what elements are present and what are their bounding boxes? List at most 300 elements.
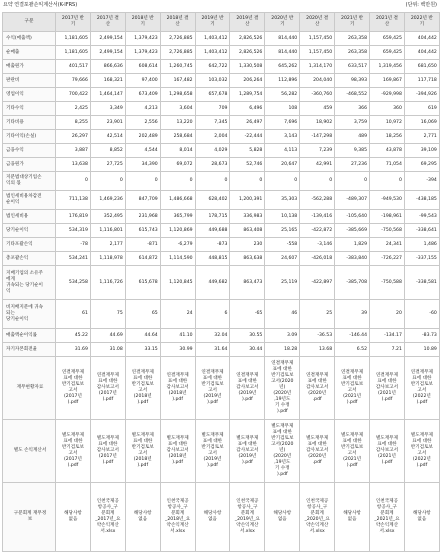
file-link[interactable]: 인천국제공 항공사_구 분회계 _2019년_요 약손익계산 서.xlsx [230, 483, 265, 552]
table-cell: 24,341 [370, 238, 405, 252]
table-cell: -422,872 [300, 224, 335, 238]
table-cell: 10,972 [370, 116, 405, 130]
table-cell: 31.08 [90, 343, 125, 357]
table-cell: 75 [90, 300, 125, 329]
table-cell: 619 [404, 102, 439, 116]
file-link[interactable]: 연결재무제 표에 대한 반기검토보 고서 (2018년 ).pdf [125, 357, 160, 420]
unit-label: (단위: 백만원) [405, 2, 437, 8]
table-cell: -385,708 [335, 266, 370, 300]
table-cell: 20 [370, 300, 405, 329]
table-cell: 56,282 [265, 88, 300, 102]
table-row [3, 172, 440, 191]
table-cell: -22,444 [230, 130, 265, 144]
table-cell: 23,901 [90, 116, 125, 130]
table-cell: 681,650 [404, 60, 439, 74]
table-row [3, 191, 440, 210]
table-cell: 336,983 [230, 210, 265, 224]
table-cell: 3,349 [90, 102, 125, 116]
table-cell: 231,968 [125, 210, 160, 224]
table-cell: 863,473 [230, 266, 265, 300]
table-row [3, 420, 440, 483]
row-label: 구분회계 재무정 보 [3, 483, 56, 552]
table-cell: 168,321 [90, 74, 125, 88]
table-row [3, 224, 440, 238]
table-cell: 34,390 [125, 158, 160, 172]
table-cell: 1,379,423 [125, 32, 160, 46]
table-cell: 1,120,845 [160, 266, 195, 300]
table-cell: 27,725 [90, 158, 125, 172]
report-title: 요약 연결포괄손익계산서(K-IFRS) [3, 2, 78, 8]
file-link[interactable]: 연결재무제 표에 대한 반기검토보 고서(2020 년) (2020년 ,19년도 기 수정 ).pdf [265, 357, 300, 420]
table-cell: -558 [265, 238, 300, 252]
table-cell: 1,181,605 [56, 46, 91, 60]
column-header: 구분 [3, 13, 56, 32]
table-cell: 847,709 [125, 191, 160, 210]
table-cell: 31.64 [195, 343, 230, 357]
table-cell: -65 [230, 300, 265, 329]
table-cell: 1,116,726 [90, 266, 125, 300]
table-cell: -562,288 [300, 191, 335, 210]
row-label: 비지배지분에 귀속 되는 당기순이익 [3, 300, 56, 329]
column-header: 2019년 결 산 [230, 13, 265, 32]
table-cell: 628,402 [195, 191, 230, 210]
table-cell: 1,181,605 [56, 32, 91, 46]
table-cell: 13.68 [300, 343, 335, 357]
table-row [3, 266, 440, 300]
table-cell: 4,213 [125, 102, 160, 116]
table-cell: 2,556 [125, 116, 160, 130]
row-label: 지분법대상기업손 익의 몫 [3, 172, 56, 191]
table-cell: 13,220 [160, 116, 195, 130]
row-label: 지배기업의 소유주 에게 귀속되는 당기순이 익 [3, 266, 56, 300]
table-cell: 9,385 [335, 144, 370, 158]
table-cell: 2,177 [90, 238, 125, 252]
file-link[interactable]: 연결재무제 표에 대한 감사보고서 (2020년 .pdf [300, 357, 335, 420]
table-cell: 7,239 [300, 144, 335, 158]
table-cell: 1,379,423 [125, 46, 160, 60]
table-cell: 2,004 [195, 130, 230, 144]
table-cell: 39,109 [404, 144, 439, 158]
row-label: 당기순이익 [3, 224, 56, 238]
table-row [3, 158, 440, 172]
table-cell: 4,029 [195, 144, 230, 158]
column-header: 2017년 반 기 [56, 13, 91, 32]
table-cell: 0 [230, 172, 265, 191]
table-cell: 6,496 [230, 102, 265, 116]
file-link[interactable]: 연결재무제 표에 대한 감사보고서 (2021년 ).pdf [370, 357, 405, 420]
table-cell: 202,489 [125, 130, 160, 144]
column-header: 2018년 결 산 [160, 13, 195, 32]
table-cell: 1,118,978 [90, 252, 125, 266]
file-link[interactable]: 연결재무제 표에 대한 감사보고서 (2018년 ).pdf [160, 357, 195, 420]
table-cell: -99,543 [404, 210, 439, 224]
table-cell: -36.53 [300, 329, 335, 343]
row-label: 총포괄손익 [3, 252, 56, 266]
table-row [3, 357, 440, 420]
table-cell: 360 [370, 102, 405, 116]
table-cell: 1,114,590 [160, 252, 195, 266]
table-cell: 2,726,885 [160, 32, 195, 46]
table-cell: 5,828 [230, 144, 265, 158]
table-cell: -198,961 [370, 210, 405, 224]
column-header: 2017년 결 산 [90, 13, 125, 32]
table-cell: -750,568 [370, 224, 405, 238]
table-cell: 해당사항 없음 [125, 483, 160, 552]
table-cell: 1,298,658 [160, 88, 195, 102]
table-cell: 41.10 [160, 329, 195, 343]
table-cell: -6,279 [160, 238, 195, 252]
row-label: 법인세비용 [3, 210, 56, 224]
table-cell: 24,607 [265, 252, 300, 266]
file-link[interactable]: 연결재무제 표에 대한 반기검토보 고서 (2022년 ).pdf [404, 357, 439, 420]
file-link[interactable]: 별도재무제 표에 대한 반기검토보 고서 (2019년 ).pdf [195, 420, 230, 483]
table-row [3, 46, 440, 60]
table-cell: 1,486,668 [160, 191, 195, 210]
table-cell: 2,771 [404, 130, 439, 144]
table-cell: 711,138 [56, 191, 91, 210]
row-label: 금융원가 [3, 158, 56, 172]
table-cell: 44.69 [90, 329, 125, 343]
file-link[interactable]: 인천국제공 항공사_구 분회계 _2018년_요 약손익계산 서.xlsx [160, 483, 195, 552]
row-label: 금융수익 [3, 144, 56, 158]
table-cell: 69,072 [160, 158, 195, 172]
table-cell: 1,289,754 [230, 88, 265, 102]
table-cell: -422,897 [300, 266, 335, 300]
table-cell: 449,688 [195, 224, 230, 238]
table-cell: 8,852 [90, 144, 125, 158]
table-cell: 30.55 [230, 329, 265, 343]
table-cell: 1,330,508 [230, 60, 265, 74]
table-cell: 25,119 [265, 266, 300, 300]
table-row [3, 116, 440, 130]
table-cell: 28,673 [195, 158, 230, 172]
table-cell: 52,746 [230, 158, 265, 172]
column-header: 2018년 반 기 [125, 13, 160, 32]
table-cell: 204,040 [300, 74, 335, 88]
table-row [3, 483, 440, 552]
table-cell: 해당사항 없음 [404, 483, 439, 552]
table-cell: 2,826,526 [230, 46, 265, 60]
file-link[interactable]: 인천국제공 항공사_구 분회계 _2020년_요 약손익계산 서.xlsx [300, 483, 335, 552]
table-cell: 7,696 [265, 116, 300, 130]
table-cell: -426,018 [300, 252, 335, 266]
column-header: 2019년 반 기 [195, 13, 230, 32]
table-cell: 1,829 [335, 238, 370, 252]
table-cell: 642,722 [195, 60, 230, 74]
table-cell: 해당사항 없음 [335, 483, 370, 552]
column-header: 2020년 결 산 [300, 13, 335, 32]
table-cell: 2,425 [56, 102, 91, 116]
table-cell: 614,872 [125, 252, 160, 266]
table-cell: 615,743 [125, 224, 160, 238]
file-link[interactable]: 연결재무제 표에 대한 반기검토보 고서 (2021년 ).pdf [335, 357, 370, 420]
table-cell: 489 [335, 130, 370, 144]
table-cell: 25,165 [265, 224, 300, 238]
table-cell: 258,684 [160, 130, 195, 144]
table-cell: -147,298 [300, 130, 335, 144]
table-cell: 26,497 [230, 116, 265, 130]
table-cell: 30.44 [230, 343, 265, 357]
table-cell: -139,416 [300, 210, 335, 224]
table-cell: 0 [335, 172, 370, 191]
table-cell: -929,998 [370, 88, 405, 102]
table-cell: 61 [56, 300, 91, 329]
table-cell: 117,718 [404, 74, 439, 88]
table-cell: -394,926 [404, 88, 439, 102]
table-cell: 401,517 [56, 60, 91, 74]
table-cell: 4,544 [125, 144, 160, 158]
row-label: 자기자본회전율 [3, 343, 56, 357]
row-label: 영업이익 [3, 88, 56, 102]
table-cell: -338,581 [404, 266, 439, 300]
table-cell: 1,200,391 [230, 191, 265, 210]
file-link[interactable]: 인천국제공 항공사_구 분회계 _2021년_요 약손익계산 서.xlsx [370, 483, 405, 552]
income-statement-table [2, 12, 440, 552]
table-cell: 0 [90, 172, 125, 191]
table-cell: -726,227 [370, 252, 405, 266]
table-row [3, 210, 440, 224]
table-cell: 1,157,450 [300, 32, 335, 46]
table-cell: 615,678 [125, 266, 160, 300]
table-cell: 8,014 [160, 144, 195, 158]
table-row [3, 300, 440, 329]
table-cell: 2,726,885 [160, 46, 195, 60]
table-cell: 6 [195, 300, 230, 329]
table-cell: 18.28 [265, 343, 300, 357]
report-header [2, 0, 439, 11]
table-cell: 534,258 [56, 266, 91, 300]
table-cell: 0 [195, 172, 230, 191]
table-cell: -83.73 [404, 329, 439, 343]
table-cell: 24 [160, 300, 195, 329]
row-label: 재무현황자료 [3, 357, 56, 420]
table-row [3, 343, 440, 357]
table-cell: 46 [265, 300, 300, 329]
table-cell: 79,666 [56, 74, 91, 88]
table-cell: 112,896 [265, 74, 300, 88]
file-link[interactable]: 인천국제공 항공사_구 분회계 _2017년_요 약손익계산 서.xlsx [90, 483, 125, 552]
table-cell: 44.64 [125, 329, 160, 343]
table-cell: 7,345 [195, 116, 230, 130]
table-row [3, 329, 440, 343]
table-cell: 814,440 [265, 46, 300, 60]
table-cell: -78 [56, 238, 91, 252]
table-cell: 608,614 [125, 60, 160, 74]
file-link[interactable]: 별도재무제 표에 대한 반기검토보 고서 (2021년 ).pdf [335, 420, 370, 483]
table-cell: -134.17 [370, 329, 405, 343]
table-cell: 263,358 [335, 46, 370, 60]
table-cell: 18,902 [300, 116, 335, 130]
table-cell: 18,256 [370, 130, 405, 144]
table-cell: 8,255 [56, 116, 91, 130]
table-cell: 1,260,745 [160, 60, 195, 74]
table-cell: 657,678 [195, 88, 230, 102]
row-label: 기타포괄손익 [3, 238, 56, 252]
table-cell: 2,499,154 [90, 32, 125, 46]
table-row [3, 130, 440, 144]
table-cell: 866,636 [90, 60, 125, 74]
table-cell: 65 [125, 300, 160, 329]
column-header: 2021년 반 기 [335, 13, 370, 32]
table-cell: 16,069 [404, 116, 439, 130]
table-cell: 449,682 [195, 266, 230, 300]
file-link[interactable]: 별도재무제 표에 대한 반기검토보 고서 (2022년 ).pdf [404, 420, 439, 483]
table-cell: 352,495 [90, 210, 125, 224]
table-cell: 206,264 [230, 74, 265, 88]
table-cell: 863,408 [230, 224, 265, 238]
table-cell: 459 [300, 102, 335, 116]
table-cell: 32.04 [195, 329, 230, 343]
table-cell: 167,482 [160, 74, 195, 88]
table-cell: -338,641 [404, 224, 439, 238]
table-cell: 108 [265, 102, 300, 116]
table-cell: 10.89 [404, 343, 439, 357]
table-cell: 366 [335, 102, 370, 116]
table-cell: 31.69 [56, 343, 91, 357]
table-cell: 3.09 [265, 329, 300, 343]
table-cell: 404,442 [404, 46, 439, 60]
table-cell: -394 [404, 172, 439, 191]
table-cell: 709 [195, 102, 230, 116]
table-cell: -3,146 [300, 238, 335, 252]
table-cell: 0 [56, 172, 91, 191]
table-cell: 33.15 [125, 343, 160, 357]
table-cell: 20,647 [265, 158, 300, 172]
row-label: 기타비용 [3, 116, 56, 130]
table-cell: -873 [195, 238, 230, 252]
file-link[interactable]: 연결재무제 표에 대한 반기검토보 고서 (2017년 ).pdf [56, 357, 91, 420]
table-cell: 해당사항 없음 [56, 483, 91, 552]
column-header: 2022년 반 기 [404, 13, 439, 32]
table-cell: 3,759 [335, 116, 370, 130]
table-row [3, 32, 440, 46]
table-cell: 42,514 [90, 130, 125, 144]
row-label: 수익(매출액) [3, 32, 56, 46]
table-cell: 1,403,412 [195, 32, 230, 46]
table-cell: -383,840 [335, 252, 370, 266]
table-cell: 0 [370, 172, 405, 191]
table-cell: 1,116,801 [90, 224, 125, 238]
table-cell: 230 [230, 238, 265, 252]
table-cell: -385,669 [335, 224, 370, 238]
table-cell: -360,760 [300, 88, 335, 102]
table-row [3, 144, 440, 158]
table-row [3, 102, 440, 116]
table-cell: 863,638 [230, 252, 265, 266]
table-cell: 659,425 [370, 46, 405, 60]
table-cell: -60 [404, 300, 439, 329]
column-header: 2021년 결 산 [370, 13, 405, 32]
table-cell: -337,155 [404, 252, 439, 266]
table-cell: 1,157,450 [300, 46, 335, 60]
row-label: 법인세비용차감전 순이익 [3, 191, 56, 210]
row-label: 매출원가 [3, 60, 56, 74]
table-cell: 27,236 [335, 158, 370, 172]
table-cell: 45.22 [56, 329, 91, 343]
table-cell: 700,422 [56, 88, 91, 102]
column-header: 2020년 반 기 [265, 13, 300, 32]
table-cell: 1,486 [404, 238, 439, 252]
table-cell: 42,991 [300, 158, 335, 172]
table-cell: -871 [125, 238, 160, 252]
file-link[interactable]: 별도재무제 표에 대한 반기검토보 고서 (2018년 ).pdf [125, 420, 160, 483]
table-cell: 1,120,869 [160, 224, 195, 238]
table-cell: -468,552 [335, 88, 370, 102]
table-cell: 98,393 [335, 74, 370, 88]
table-cell: 0 [160, 172, 195, 191]
table-row [3, 74, 440, 88]
table-cell: 해당사항 없음 [265, 483, 300, 552]
table-cell: 2,499,154 [90, 46, 125, 60]
table-cell: 534,319 [56, 224, 91, 238]
table-cell: 26,297 [56, 130, 91, 144]
row-label: 기타수익 [3, 102, 56, 116]
table-cell: 13,638 [56, 158, 91, 172]
table-cell: 39 [335, 300, 370, 329]
table-cell: 3,887 [56, 144, 91, 158]
table-cell: -489,307 [335, 191, 370, 210]
table-row [3, 60, 440, 74]
row-label: 판관비 [3, 74, 56, 88]
table-cell: 10,138 [265, 210, 300, 224]
table-cell: 404,442 [404, 32, 439, 46]
table-cell: 1,469,236 [90, 191, 125, 210]
table-cell: 해당사항 없음 [195, 483, 230, 552]
table-cell: 2,826,526 [230, 32, 265, 46]
table-cell: 0 [125, 172, 160, 191]
table-cell: 365,799 [160, 210, 195, 224]
row-label: 순매출 [3, 46, 56, 60]
table-cell: 645,262 [265, 60, 300, 74]
table-cell: 0 [300, 172, 335, 191]
table-cell: -949,530 [370, 191, 405, 210]
file-link[interactable]: 별도재무제 표에 대한 감사보고서 (2021년 ).pdf [370, 420, 405, 483]
table-cell: 71,054 [370, 158, 405, 172]
table-cell: -146.44 [335, 329, 370, 343]
table-cell: 1,464,147 [90, 88, 125, 102]
table-cell: 69,295 [404, 158, 439, 172]
file-link[interactable]: 연결재무제 표에 대한 감사보고서 (2019년 ).pdf [230, 357, 265, 420]
file-link[interactable]: 연결재무제 표에 대한 반기검토보 고서 (2019년 ).pdf [195, 357, 230, 420]
table-cell: 169,867 [370, 74, 405, 88]
table-cell: 534,241 [56, 252, 91, 266]
table-row [3, 238, 440, 252]
file-link[interactable]: 별도재무제 표에 대한 감사보고서 (2019년 ).pdf [230, 420, 265, 483]
file-link[interactable]: 별도재무제 표에 대한 감사보고서 (2017년 ).pdf [90, 420, 125, 483]
file-link[interactable]: 별도재무제 표에 대한 감사보고서 (2020년 .pdf [300, 420, 335, 483]
table-header-row [3, 13, 440, 32]
table-cell: 673,409 [125, 88, 160, 102]
table-cell: 30.99 [160, 343, 195, 357]
table-cell: 3,143 [265, 130, 300, 144]
file-link[interactable]: 별도재무제 표에 대한 감사보고서 (2018년 ).pdf [160, 420, 195, 483]
table-cell: 0 [265, 172, 300, 191]
table-cell: 35,303 [265, 191, 300, 210]
row-label: 기타이익(손실) [3, 130, 56, 144]
file-link[interactable]: 별도재무제 표에 대한 반기검토보 고서 (2017년 ).pdf [56, 420, 91, 483]
table-cell: 1,319,456 [370, 60, 405, 74]
table-cell: 448,815 [195, 252, 230, 266]
table-cell: 1,403,412 [195, 46, 230, 60]
table-row [3, 88, 440, 102]
table-cell: 633,517 [335, 60, 370, 74]
row-label: 매출액순이익률 [3, 329, 56, 343]
file-link[interactable]: 별도재무제 표에 대한 반기검토보 고서(2020 년) (2020년 ,19년도 기 수정 ).pdf [265, 420, 300, 483]
file-link[interactable]: 연결재무제 표에 대한 감사보고서 (2017년 ).pdf [90, 357, 125, 420]
table-cell: 97,400 [125, 74, 160, 88]
row-label: 별도 손익계산서 [3, 420, 56, 483]
table-cell: 814,440 [265, 32, 300, 46]
